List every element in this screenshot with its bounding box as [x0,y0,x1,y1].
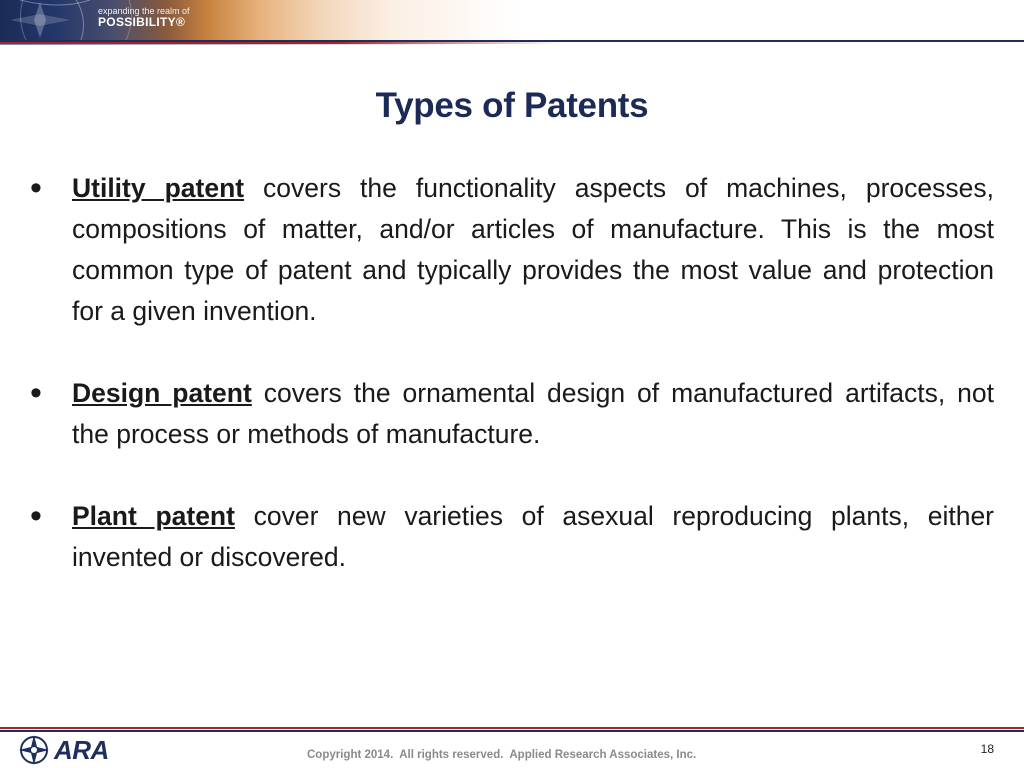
bullet-list [30,168,994,619]
copyright-text: Copyright 2014. All rights reserved. Applied Research Associates, Inc. [307,749,697,761]
footer-divider [0,727,1024,729]
ara-logo [18,733,118,767]
bullet-term: Plant patent [72,501,235,531]
bullet-text [72,168,994,332]
bullet-icon: • [30,374,42,412]
list-item [30,168,994,332]
bullet-icon: • [30,169,42,207]
slide-title: Types of Patents [375,86,649,125]
footer-divider [0,730,1024,732]
banner-graphic [0,0,520,40]
banner-tagline-big: POSSIBILITY® [98,15,186,29]
bullet-term: Utility patent [72,173,245,203]
list-item [30,496,994,578]
list-item [30,373,994,455]
bullet-term: Design patent [72,378,252,408]
ara-compass-logo-icon [18,734,50,766]
bullet-text [72,496,994,578]
bullet-text [72,373,994,455]
bullet-description: covers the functionality aspects of machines, processes, compositions of matter, and/or articles of manufacture. This is the most common type of patent and typically provides the most value and protection for a given invention. [72,173,994,326]
header-banner [0,0,1024,46]
bullet-description: cover new varieties of asexual reproducing plants, either invented or discovered. [72,501,995,572]
bullet-icon: • [30,497,42,535]
page-number: 18 [980,742,994,756]
banner-star-icon [0,0,95,40]
banner-tagline-small: expanding the realm of [98,6,190,16]
logo-text: ARA [54,735,109,765]
bullet-description: covers the ornamental design of manufactured artifacts, not the process or methods of manufacture. [72,378,994,449]
header-divider [0,44,480,45]
